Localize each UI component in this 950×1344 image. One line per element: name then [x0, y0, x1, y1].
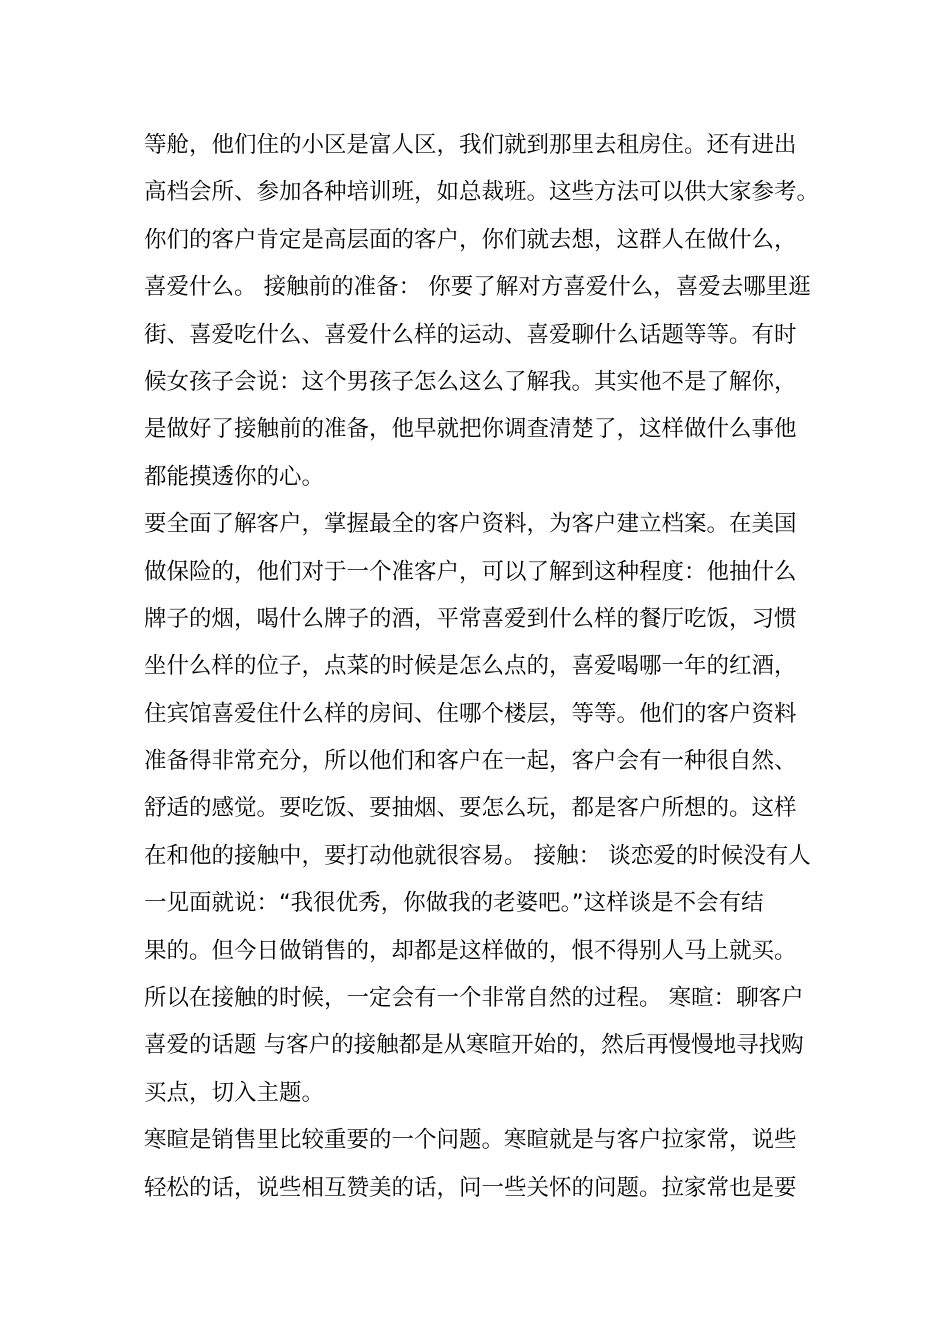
text-line: 都能摸透你的心。 [144, 463, 325, 490]
text-line: 高档会所、参加各种培训班，如总裁班。这些方法可以供大家参考。 [144, 179, 820, 206]
text-line: 住宾馆喜爱住什么样的房间、住哪个楼层，等等。他们的客户资料 [144, 700, 797, 727]
text-line: 在和他的接触中，要打动他就很容易。 接触： 谈恋爱的时候没有人 [144, 842, 811, 869]
text-line: 喜爱的话题 与客户的接触都是从寒暄开始的，然后再慢慢地寻找购 [144, 1032, 804, 1059]
body-text [144, 122, 820, 1212]
text-line: 准备得非常充分，所以他们和客户在一起，客户会有一种很自然、 [144, 748, 797, 775]
text-line: 轻松的话，说些相互赞美的话，问一些关怀的问题。拉家常也是要 [144, 1174, 797, 1201]
text-line: 一见面就说：“我很优秀，你做我的老婆吧。”这样谈是不会有结 [144, 890, 764, 917]
text-line: 喜爱什么。 接触前的准备： 你要了解对方喜爱什么，喜爱去哪里逛 [144, 274, 811, 301]
text-line: 所以在接触的时候，一定会有一个非常自然的过程。 寒暄：聊客户 [144, 985, 804, 1012]
text-line: 是做好了接触前的准备，他早就把你调查清楚了，这样做什么事他 [144, 416, 797, 443]
text-line: 候女孩子会说：这个男孩子怎么这么了解我。其实他不是了解你， [144, 368, 797, 395]
text-line: 你们的客户肯定是高层面的客户，你们就去想，这群人在做什么， [144, 226, 797, 253]
text-line: 坐什么样的位子，点菜的时候是怎么点的，喜爱喝哪一年的红酒， [144, 653, 797, 680]
text-line: 街、喜爱吃什么、喜爱什么样的运动、喜爱聊什么话题等等。有时 [144, 321, 797, 348]
text-line: 寒暄是销售里比较重要的一个问题。寒暄就是与客户拉家常，说些 [144, 1127, 797, 1154]
text-line: 要全面了解客户，掌握最全的客户资料，为客户建立档案。在美国 [144, 511, 797, 538]
text-line: 果的。但今日做销售的，却都是这样做的，恨不得别人马上就买。 [144, 937, 797, 964]
text-line: 买点，切入主题。 [144, 1079, 325, 1106]
text-line: 等舱，他们住的小区是富人区，我们就到那里去租房住。还有进出 [144, 132, 797, 158]
text-line: 做保险的，他们对于一个准客户，可以了解到这种程度：他抽什么 [144, 558, 797, 585]
text-line: 牌子的烟，喝什么牌子的酒，平常喜爱到什么样的餐厅吃饭，习惯 [144, 605, 797, 632]
text-line: 舒适的感觉。要吃饭、要抽烟、要怎么玩，都是客户所想的。这样 [144, 795, 797, 822]
